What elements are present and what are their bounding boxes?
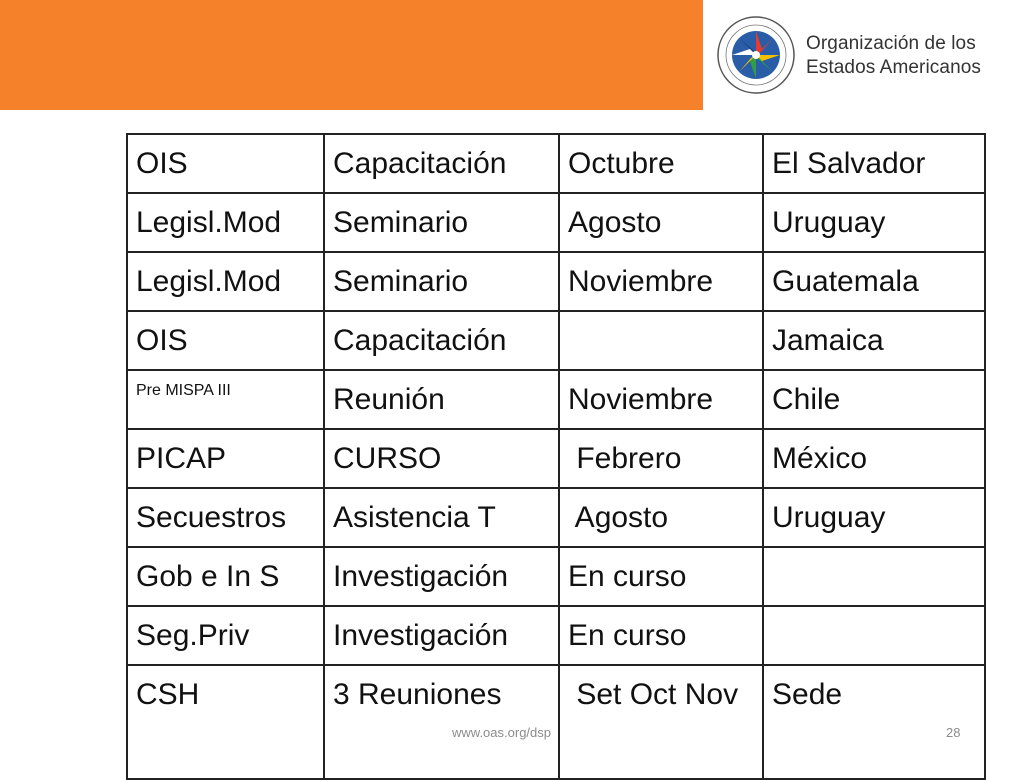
table-cell: Secuestros <box>127 488 324 547</box>
table-cell: Set Oct Nov <box>559 665 763 779</box>
table-cell: Chile <box>763 370 985 429</box>
table-row <box>127 193 985 252</box>
table-cell: Agosto <box>559 488 763 547</box>
table-row <box>127 606 985 665</box>
page-number: 28 <box>946 725 961 740</box>
table-cell: Reunión <box>324 370 559 429</box>
table-cell: CURSO <box>324 429 559 488</box>
table-cell: Legisl.Mod <box>127 252 324 311</box>
table-cell: En curso <box>559 606 763 665</box>
table-cell: Noviembre <box>559 252 763 311</box>
table-row <box>127 547 985 606</box>
table-cell: Febrero <box>559 429 763 488</box>
org-name-line2: Estados Americanos <box>806 57 981 78</box>
table-cell: Guatemala <box>763 252 985 311</box>
table-row <box>127 370 985 429</box>
table-cell: CSH <box>127 665 324 779</box>
table-row <box>127 134 985 193</box>
table-cell: Agosto <box>559 193 763 252</box>
table-cell <box>559 311 763 370</box>
table-cell: Uruguay <box>763 193 985 252</box>
table-cell: Seg.Priv <box>127 606 324 665</box>
table-cell: Investigación <box>324 606 559 665</box>
org-name <box>806 32 981 80</box>
table-cell <box>763 606 985 665</box>
table-cell: Seminario <box>324 193 559 252</box>
table-row <box>127 311 985 370</box>
table-cell: Sede <box>763 665 985 779</box>
table-row <box>127 665 985 779</box>
table-cell: Uruguay <box>763 488 985 547</box>
table-cell: OIS <box>127 311 324 370</box>
table-cell: Gob e In S <box>127 547 324 606</box>
table-row <box>127 429 985 488</box>
table-cell: Legisl.Mod <box>127 193 324 252</box>
table-cell: Seminario <box>324 252 559 311</box>
table-cell: México <box>763 429 985 488</box>
table-cell: Jamaica <box>763 311 985 370</box>
table-cell: 3 Reuniones <box>324 665 559 779</box>
table-cell: OIS <box>127 134 324 193</box>
table-cell: Capacitación <box>324 134 559 193</box>
footer-url: www.oas.org/dsp <box>452 725 551 740</box>
table-cell: Noviembre <box>559 370 763 429</box>
table-cell: El Salvador <box>763 134 985 193</box>
table-cell: Octubre <box>559 134 763 193</box>
table-cell: Asistencia T <box>324 488 559 547</box>
table-cell: Capacitación <box>324 311 559 370</box>
table-cell: En curso <box>559 547 763 606</box>
table-row <box>127 252 985 311</box>
org-name-line1: Organización de los <box>806 33 976 54</box>
table-cell: Pre MISPA III <box>127 370 324 429</box>
table-row <box>127 488 985 547</box>
table-cell: PICAP <box>127 429 324 488</box>
oas-seal-icon <box>716 15 796 95</box>
table-cell: Investigación <box>324 547 559 606</box>
table-cell <box>763 547 985 606</box>
activities-table <box>126 133 986 780</box>
